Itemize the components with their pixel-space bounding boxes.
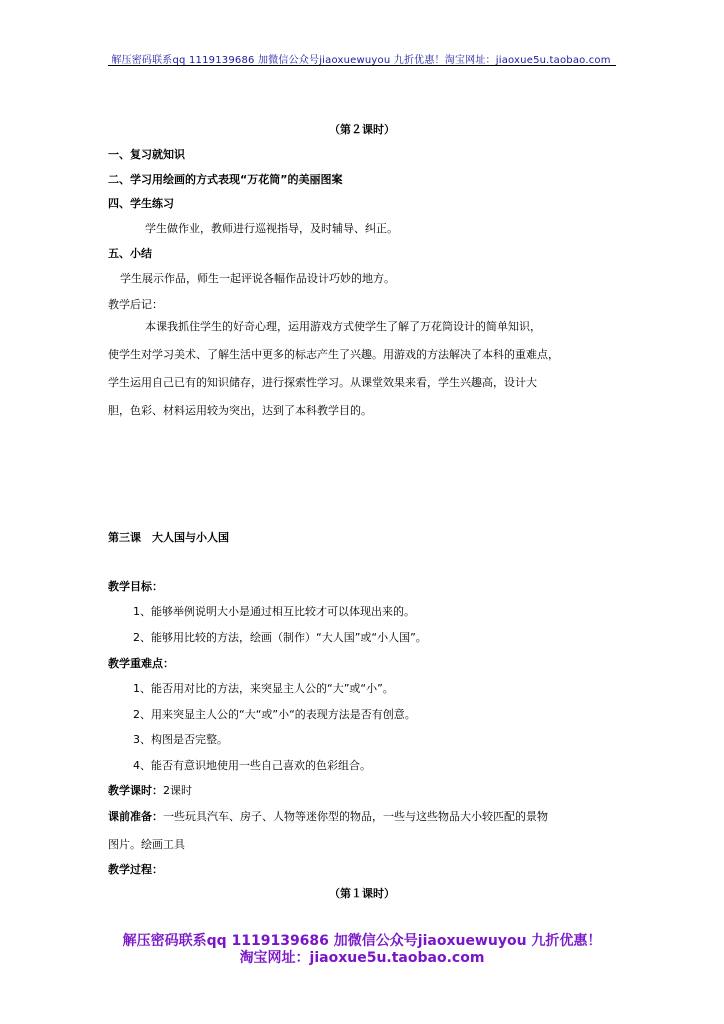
header-divider [108, 65, 616, 66]
lesson3-session-title: （第１课时） [329, 887, 395, 900]
section-summary-heading: 五、小结 [108, 247, 152, 260]
process-label: 教学过程： [108, 863, 163, 876]
footer-watermark-line-1[interactable]: 解压密码联系qq 1119139686 加微信公众号jiaoxuewuyou 九折优惠！ [122, 933, 602, 949]
hours-label: 教学课时： [108, 784, 163, 797]
reflection-line-4: 胆，色彩、材料运用较为突出，达到了本科教学目的。 [108, 404, 372, 417]
prep-line-2: 图片。绘画工具 [108, 838, 185, 851]
reflection-line-2: 使学生对学习美术、了解生活中更多的标志产生了兴趣。用游戏的方法解决了本科的重难点， [108, 348, 559, 361]
reflection-label: 教学后记： [108, 298, 163, 311]
hours-line [108, 782, 192, 798]
prep-line-1 [108, 808, 548, 824]
section-drawing-heading: 二、学习用绘画的方式表现“万花筒”的美丽图案 [108, 173, 343, 186]
goal-item-1: 1、能够举例说明大小是通过相互比较才可以体现出来的。 [133, 605, 415, 618]
key-point-item-3: 3、构图是否完整。 [133, 733, 228, 746]
key-point-item-2: 2、用来突显主人公的“大“或”小“的表现方法是否有创意。 [133, 708, 416, 721]
prep-text-1: 一些玩具汽车、房子、人物等迷你型的物品，一些与这些物品大小较匹配的景物 [163, 810, 548, 823]
section-review-heading: 一、复习就知识 [108, 148, 185, 161]
summary-text: 学生展示作品，师生一起评说各幅作品设计巧妙的地方。 [120, 272, 395, 285]
reflection-line-3: 学生运用自己已有的知识储存，进行探索性学习。从课堂效果来看，学生兴趣高，设计大 [108, 376, 537, 389]
lesson3-title: 第三课 大人国与小人国 [108, 531, 229, 544]
section-practice-heading: 四、学生练习 [108, 197, 174, 210]
key-point-item-4: 4、能否有意识地使用一些自己喜欢的色彩组合。 [133, 759, 371, 772]
lesson2-session-title: （第２课时） [329, 123, 395, 136]
key-points-label: 教学重难点： [108, 657, 174, 670]
footer-watermark-line-2[interactable]: 淘宝网址：jiaoxue5u.taobao.com [239, 950, 485, 966]
hours-value: 2课时 [163, 784, 192, 797]
goals-label: 教学目标： [108, 580, 163, 593]
header-watermark-link[interactable]: 解压密码联系qq 1119139686 加微信公众号jiaoxuewuyou 九折优惠！淘宝网址：jiaoxue5u.taobao.com [111, 55, 611, 66]
key-point-item-1: 1、能否用对比的方法，来突显主人公的“大”或“小”。 [133, 682, 394, 695]
practice-text: 学生做作业，教师进行巡视指导，及时辅导、纠正。 [145, 222, 398, 235]
goal-item-2: 2、能够用比较的方法，绘画（制作）“大人国”或“小人国”。 [133, 631, 427, 644]
prep-label: 课前准备： [108, 810, 163, 823]
reflection-line-1: 本课我抓住学生的好奇心理，运用游戏方式使学生了解了万花筒设计的简单知识， [145, 320, 541, 333]
